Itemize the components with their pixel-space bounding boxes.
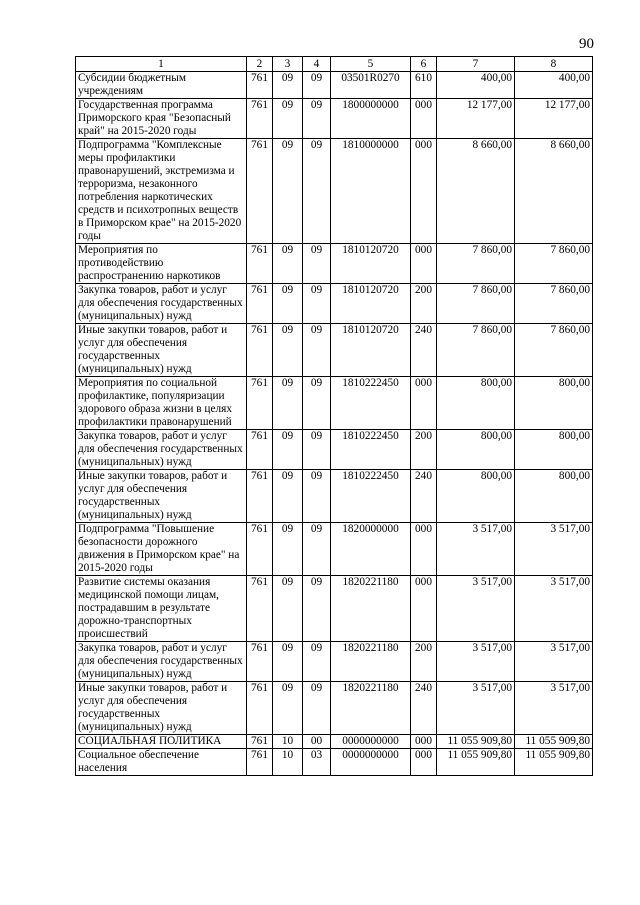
expense-type-cell: 240 bbox=[411, 682, 437, 735]
page-number: 90 bbox=[579, 36, 594, 52]
ministry-code-cell: 761 bbox=[247, 749, 273, 776]
subsection-code-cell: 09 bbox=[303, 99, 331, 139]
target-article-cell: 1820221180 bbox=[331, 576, 411, 642]
subsection-code-cell: 09 bbox=[303, 523, 331, 576]
expense-type-cell: 610 bbox=[411, 72, 437, 99]
target-article-cell: 1810222450 bbox=[331, 377, 411, 430]
subsection-code-cell: 09 bbox=[303, 377, 331, 430]
section-code-cell: 09 bbox=[273, 470, 303, 523]
section-code-cell: 09 bbox=[273, 72, 303, 99]
amount-col8-cell: 3 517,00 bbox=[515, 642, 593, 682]
column-header: 6 bbox=[411, 57, 437, 72]
section-code-cell: 10 bbox=[273, 749, 303, 776]
amount-col7-cell: 800,00 bbox=[437, 377, 515, 430]
target-article-cell: 1810000000 bbox=[331, 139, 411, 244]
ministry-code-cell: 761 bbox=[247, 99, 273, 139]
target-article-cell: 1810222450 bbox=[331, 430, 411, 470]
table-row bbox=[76, 749, 593, 776]
target-article-cell: 1800000000 bbox=[331, 99, 411, 139]
row-name-cell: Подпрограмма "Повышение безопасности дорожного движения в Приморском крае" на 2015-2020 годы bbox=[76, 523, 247, 576]
ministry-code-cell: 761 bbox=[247, 244, 273, 284]
ministry-code-cell: 761 bbox=[247, 284, 273, 324]
table-row bbox=[76, 139, 593, 244]
column-header: 4 bbox=[303, 57, 331, 72]
subsection-code-cell: 09 bbox=[303, 576, 331, 642]
amount-col8-cell: 800,00 bbox=[515, 470, 593, 523]
expense-type-cell: 000 bbox=[411, 749, 437, 776]
table-row bbox=[76, 72, 593, 99]
ministry-code-cell: 761 bbox=[247, 642, 273, 682]
expense-type-cell: 000 bbox=[411, 99, 437, 139]
budget-table bbox=[75, 56, 593, 776]
table-row bbox=[76, 244, 593, 284]
column-header: 5 bbox=[331, 57, 411, 72]
section-code-cell: 09 bbox=[273, 576, 303, 642]
expense-type-cell: 000 bbox=[411, 523, 437, 576]
amount-col8-cell: 800,00 bbox=[515, 377, 593, 430]
table-row bbox=[76, 324, 593, 377]
target-article-cell: 1820221180 bbox=[331, 642, 411, 682]
row-name-cell: Подпрограмма "Комплексные меры профилактики правонарушений, экстремизма и терроризма, незаконного потребления наркотических средств и психотропных веществ в Приморском крае" на 2015-2020 годы bbox=[76, 139, 247, 244]
amount-col7-cell: 3 517,00 bbox=[437, 576, 515, 642]
ministry-code-cell: 761 bbox=[247, 523, 273, 576]
target-article-cell: 1810222450 bbox=[331, 470, 411, 523]
subsection-code-cell: 09 bbox=[303, 642, 331, 682]
amount-col8-cell: 3 517,00 bbox=[515, 682, 593, 735]
amount-col8-cell: 11 055 909,80 bbox=[515, 735, 593, 749]
amount-col7-cell: 7 860,00 bbox=[437, 244, 515, 284]
amount-col7-cell: 400,00 bbox=[437, 72, 515, 99]
column-header: 8 bbox=[515, 57, 593, 72]
section-code-cell: 09 bbox=[273, 139, 303, 244]
row-name-cell: Иные закупки товаров, работ и услуг для обеспечения государственных (муниципальных) нужд bbox=[76, 682, 247, 735]
ministry-code-cell: 761 bbox=[247, 470, 273, 523]
amount-col8-cell: 7 860,00 bbox=[515, 324, 593, 377]
amount-col8-cell: 3 517,00 bbox=[515, 576, 593, 642]
section-code-cell: 09 bbox=[273, 99, 303, 139]
amount-col7-cell: 3 517,00 bbox=[437, 523, 515, 576]
amount-col8-cell: 400,00 bbox=[515, 72, 593, 99]
expense-type-cell: 240 bbox=[411, 470, 437, 523]
row-name-cell: Мероприятия по социальной профилактике, популяризации здорового образа жизни в целях профилактики правонарушений bbox=[76, 377, 247, 430]
section-code-cell: 10 bbox=[273, 735, 303, 749]
ministry-code-cell: 761 bbox=[247, 324, 273, 377]
amount-col8-cell: 12 177,00 bbox=[515, 99, 593, 139]
target-article-cell: 1820221180 bbox=[331, 682, 411, 735]
row-name-cell: Закупка товаров, работ и услуг для обеспечения государственных (муниципальных) нужд bbox=[76, 642, 247, 682]
amount-col7-cell: 12 177,00 bbox=[437, 99, 515, 139]
ministry-code-cell: 761 bbox=[247, 735, 273, 749]
expense-type-cell: 200 bbox=[411, 642, 437, 682]
subsection-code-cell: 09 bbox=[303, 430, 331, 470]
table-row bbox=[76, 576, 593, 642]
amount-col7-cell: 8 660,00 bbox=[437, 139, 515, 244]
expense-type-cell: 240 bbox=[411, 324, 437, 377]
expense-type-cell: 000 bbox=[411, 735, 437, 749]
ministry-code-cell: 761 bbox=[247, 139, 273, 244]
section-code-cell: 09 bbox=[273, 682, 303, 735]
section-code-cell: 09 bbox=[273, 523, 303, 576]
table-row bbox=[76, 284, 593, 324]
column-header: 2 bbox=[247, 57, 273, 72]
ministry-code-cell: 761 bbox=[247, 430, 273, 470]
amount-col7-cell: 800,00 bbox=[437, 470, 515, 523]
amount-col8-cell: 7 860,00 bbox=[515, 284, 593, 324]
row-name-cell: Иные закупки товаров, работ и услуг для обеспечения государственных (муниципальных) нужд bbox=[76, 470, 247, 523]
target-article-cell: 0000000000 bbox=[331, 749, 411, 776]
subsection-code-cell: 09 bbox=[303, 324, 331, 377]
target-article-cell: 1810120720 bbox=[331, 244, 411, 284]
row-name-cell: Закупка товаров, работ и услуг для обеспечения государственных (муниципальных) нужд bbox=[76, 284, 247, 324]
target-article-cell: 1810120720 bbox=[331, 324, 411, 377]
ministry-code-cell: 761 bbox=[247, 377, 273, 430]
amount-col7-cell: 3 517,00 bbox=[437, 642, 515, 682]
section-code-cell: 09 bbox=[273, 244, 303, 284]
expense-type-cell: 000 bbox=[411, 244, 437, 284]
amount-col7-cell: 800,00 bbox=[437, 430, 515, 470]
amount-col8-cell: 800,00 bbox=[515, 430, 593, 470]
amount-col7-cell: 11 055 909,80 bbox=[437, 735, 515, 749]
row-name-cell: Социальное обеспечение населения bbox=[76, 749, 247, 776]
subsection-code-cell: 09 bbox=[303, 284, 331, 324]
row-name-cell: Иные закупки товаров, работ и услуг для обеспечения государственных (муниципальных) нужд bbox=[76, 324, 247, 377]
ministry-code-cell: 761 bbox=[247, 576, 273, 642]
target-article-cell: 1810120720 bbox=[331, 284, 411, 324]
column-header: 1 bbox=[76, 57, 247, 72]
table-row bbox=[76, 430, 593, 470]
table-row bbox=[76, 735, 593, 749]
amount-col8-cell: 11 055 909,80 bbox=[515, 749, 593, 776]
subsection-code-cell: 03 bbox=[303, 749, 331, 776]
table-body bbox=[76, 72, 593, 776]
expense-type-cell: 200 bbox=[411, 284, 437, 324]
table-row bbox=[76, 99, 593, 139]
column-header: 7 bbox=[437, 57, 515, 72]
section-code-cell: 09 bbox=[273, 284, 303, 324]
section-code-cell: 09 bbox=[273, 430, 303, 470]
subsection-code-cell: 00 bbox=[303, 735, 331, 749]
amount-col7-cell: 3 517,00 bbox=[437, 682, 515, 735]
ministry-code-cell: 761 bbox=[247, 682, 273, 735]
subsection-code-cell: 09 bbox=[303, 72, 331, 99]
subsection-code-cell: 09 bbox=[303, 139, 331, 244]
table-header-row bbox=[76, 57, 593, 72]
ministry-code-cell: 761 bbox=[247, 72, 273, 99]
section-code-cell: 09 bbox=[273, 642, 303, 682]
subsection-code-cell: 09 bbox=[303, 682, 331, 735]
amount-col7-cell: 7 860,00 bbox=[437, 284, 515, 324]
expense-type-cell: 200 bbox=[411, 430, 437, 470]
subsection-code-cell: 09 bbox=[303, 244, 331, 284]
table-row bbox=[76, 642, 593, 682]
row-name-cell: Мероприятия по противодействию распространению наркотиков bbox=[76, 244, 247, 284]
section-code-cell: 09 bbox=[273, 377, 303, 430]
row-name-cell: Государственная программа Приморского края "Безопасный край" на 2015-2020 годы bbox=[76, 99, 247, 139]
row-name-cell: Развитие системы оказания медицинской помощи лицам, пострадавшим в результате дорожно-транспортных происшествий bbox=[76, 576, 247, 642]
expense-type-cell: 000 bbox=[411, 576, 437, 642]
expense-type-cell: 000 bbox=[411, 139, 437, 244]
amount-col8-cell: 7 860,00 bbox=[515, 244, 593, 284]
target-article-cell: 03501R0270 bbox=[331, 72, 411, 99]
expense-type-cell: 000 bbox=[411, 377, 437, 430]
subsection-code-cell: 09 bbox=[303, 470, 331, 523]
amount-col7-cell: 7 860,00 bbox=[437, 324, 515, 377]
column-header: 3 bbox=[273, 57, 303, 72]
row-name-cell: Закупка товаров, работ и услуг для обеспечения государственных (муниципальных) нужд bbox=[76, 430, 247, 470]
amount-col8-cell: 8 660,00 bbox=[515, 139, 593, 244]
target-article-cell: 1820000000 bbox=[331, 523, 411, 576]
target-article-cell: 0000000000 bbox=[331, 735, 411, 749]
table-row bbox=[76, 377, 593, 430]
table-row bbox=[76, 682, 593, 735]
amount-col8-cell: 3 517,00 bbox=[515, 523, 593, 576]
row-name-cell: СОЦИАЛЬНАЯ ПОЛИТИКА bbox=[76, 735, 247, 749]
table-row bbox=[76, 523, 593, 576]
table-row bbox=[76, 470, 593, 523]
amount-col7-cell: 11 055 909,80 bbox=[437, 749, 515, 776]
row-name-cell: Субсидии бюджетным учреждениям bbox=[76, 72, 247, 99]
section-code-cell: 09 bbox=[273, 324, 303, 377]
